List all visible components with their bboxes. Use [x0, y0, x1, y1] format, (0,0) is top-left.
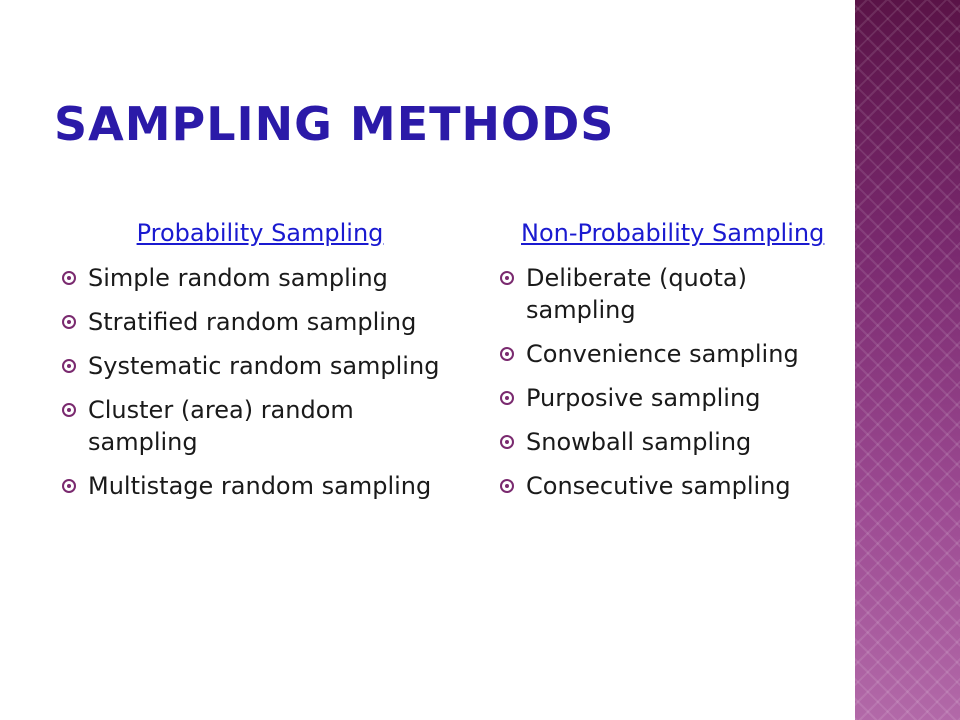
list-item-text: Multistage random sampling [88, 472, 432, 500]
probability-sampling-column [62, 216, 442, 514]
bullet-icon [500, 271, 514, 285]
list-item-text: Systematic random sampling [88, 352, 440, 380]
bullet-icon [500, 347, 514, 361]
list-item-text: Deliberate (quota) sampling [526, 264, 747, 324]
bullet-icon [62, 403, 76, 417]
bullet-icon [62, 359, 76, 373]
list-item-text: Snowball sampling [526, 428, 752, 456]
list-item [62, 306, 442, 338]
list-item [500, 426, 860, 458]
list-item [62, 262, 442, 294]
list-item [62, 350, 442, 382]
list-item-text: Stratified random sampling [88, 308, 417, 336]
bullet-icon [500, 479, 514, 493]
probability-sampling-link[interactable]: Probability Sampling [136, 219, 384, 247]
non-probability-sampling-link[interactable]: Non-Probability Sampling [521, 219, 825, 247]
probability-sampling-list [62, 262, 442, 502]
bullet-icon [62, 271, 76, 285]
non-probability-sampling-column [500, 216, 860, 514]
non-probability-sampling-list [500, 262, 860, 502]
list-item [500, 382, 860, 414]
list-item [500, 338, 860, 370]
list-item [500, 470, 860, 502]
bullet-icon [500, 435, 514, 449]
list-item-text: Consecutive sampling [526, 472, 791, 500]
list-item-text: Simple random sampling [88, 264, 388, 292]
decorative-side-band [855, 0, 960, 720]
bullet-icon [500, 391, 514, 405]
list-item [62, 470, 442, 502]
list-item [500, 262, 860, 326]
list-item [62, 394, 442, 458]
bullet-icon [62, 479, 76, 493]
list-item-text: Cluster (area) random sampling [88, 396, 354, 456]
list-item-text: Purposive sampling [526, 384, 761, 412]
bullet-icon [62, 315, 76, 329]
slide-title: SAMPLING METHODS [54, 97, 615, 151]
list-item-text: Convenience sampling [526, 340, 799, 368]
